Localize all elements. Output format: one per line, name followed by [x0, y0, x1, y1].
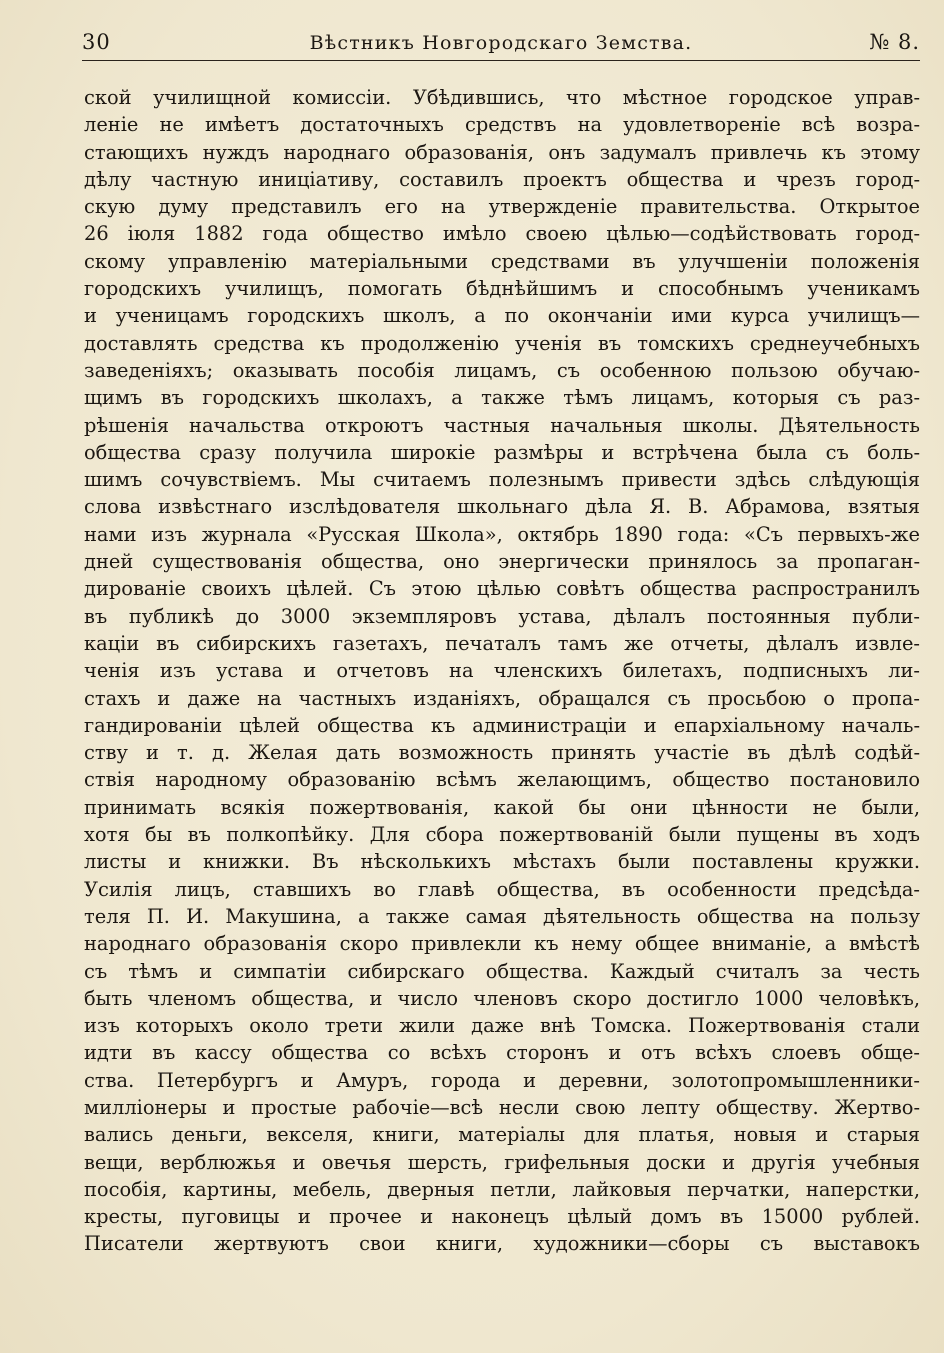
text-line: дѣлу частную иниціативу, составилъ проектъ общества и чрезъ город-: [84, 167, 920, 191]
text-line: идти въ кассу общества со всѣхъ сторонъ и отъ всѣхъ слоевъ обще-: [84, 1041, 920, 1065]
text-line: ченія изъ устава и отчетовъ на членскихъ билетахъ, подписныхъ ли-: [84, 659, 920, 683]
text-line: стающихъ нуждъ народнаго образованія, онъ задумалъ привлечь къ этому: [84, 140, 920, 164]
text-line: Усилія лицъ, ставшихъ во главѣ общества, въ особенности предсѣда-: [84, 877, 920, 901]
text-line: Писатели жертвуютъ свои книги, художники—сборы съ выставокъ: [84, 1232, 920, 1256]
text-line: шимъ сочувствіемъ. Мы считаемъ полезнымъ привести здѣсь слѣдующія: [84, 468, 920, 492]
text-line: быть членомъ общества, и число членовъ скоро достигло 1000 человѣкъ,: [84, 986, 920, 1010]
text-line: стахъ и даже на частныхъ изданіяхъ, обращался съ просьбою о пропа-: [84, 686, 920, 710]
page-number: 30: [82, 30, 111, 54]
text-line: скую думу представилъ его на утвержденіе правительства. Открытое: [84, 195, 920, 219]
text-line: съ тѣмъ и симпатіи сибирскаго общества. Каждый считалъ за честь: [84, 959, 920, 983]
journal-title: Вѣстникъ Новгородскаго Земства.: [309, 32, 693, 54]
text-line: гандированіи цѣлей общества къ администраціи и епархіальному началь-: [84, 713, 920, 737]
text-line: скому управленію матеріальными средствами въ улучшеніи положенія: [84, 249, 920, 273]
running-header: [82, 28, 920, 58]
text-line: нами изъ журнала «Русская Школа», октябрь 1890 года: «Съ первыхъ-же: [84, 522, 920, 546]
text-line: городскихъ училищъ, помогать бѣднѣйшимъ и способнымъ ученикамъ: [84, 277, 920, 301]
text-line: рѣшенія начальства откроютъ частныя начальныя школы. Дѣятельность: [84, 413, 920, 437]
text-line: дней существованія общества, оно энергически принялось за пропаган-: [84, 550, 920, 574]
body-text: [84, 84, 920, 1258]
text-line: щимъ въ городскихъ школахъ, а также тѣмъ лицамъ, которыя съ раз-: [84, 386, 920, 410]
text-line: вещи, верблюжья и овечья шерсть, грифельныя доски и другія учебныя: [84, 1150, 920, 1174]
text-line: въ публикѣ до 3000 экземпляровъ устава, дѣлалъ постоянныя публи-: [84, 604, 920, 628]
text-line: слова извѣстнаго изслѣдователя школьнаго дѣла Я. В. Абрамова, взятыя: [84, 495, 920, 519]
text-line: теля П. И. Макушина, а также самая дѣятельность общества на пользу: [84, 904, 920, 928]
issue-number: № 8.: [869, 30, 920, 54]
text-line: общества сразу получила широкіе размѣры и встрѣчена была съ боль-: [84, 440, 920, 464]
text-line: доставлять средства къ продолженію ученія въ томскихъ среднеучебныхъ: [84, 331, 920, 355]
text-line: ствія народному образованію всѣмъ желающимъ, общество постановило: [84, 768, 920, 792]
text-line: изъ которыхъ около трети жили даже внѣ Томска. Пожертвованія стали: [84, 1014, 920, 1038]
text-line: вались деньги, векселя, книги, матеріалы для платья, новыя и старыя: [84, 1123, 920, 1147]
text-line: хотя бы въ полкопѣйку. Для сбора пожертвованій были пущены въ ходъ: [84, 823, 920, 847]
text-line: и ученицамъ городскихъ школъ, а по окончаніи ими курса училищъ—: [84, 304, 920, 328]
text-line: каціи въ сибирскихъ газетахъ, печаталъ тамъ же отчеты, дѣлалъ извле-: [84, 631, 920, 655]
text-line: ской училищной комиссіи. Убѣдившись, что мѣстное городское управ-: [84, 86, 920, 109]
text-line: народнаго образованія скоро привлекли къ нему общее вниманіе, а вмѣстѣ: [84, 932, 920, 956]
text-line: дированіе своихъ цѣлей. Съ этою цѣлью совѣтъ общества распространилъ: [84, 577, 920, 601]
text-line: ству и т. д. Желая дать возможность принять участіе въ дѣлѣ содѣй-: [84, 741, 920, 765]
text-line: листы и книжки. Въ нѣсколькихъ мѣстахъ были поставлены кружки.: [84, 850, 920, 874]
text-line: пособія, картины, мебель, дверныя петли, лайковыя перчатки, наперстки,: [84, 1177, 920, 1201]
text-line: кресты, пуговицы и прочее и наконецъ цѣлый домъ въ 15000 рублей.: [84, 1205, 920, 1229]
text-line: 26 іюля 1882 года общество имѣло своею цѣлью—содѣйствовать город-: [84, 222, 920, 246]
text-line: милліонеры и простые рабочіе—всѣ несли свою лепту обществу. Жертво-: [84, 1095, 920, 1119]
header-rule: [82, 60, 920, 61]
text-line: принимать всякія пожертвованія, какой бы они цѣнности не были,: [84, 795, 920, 819]
text-line: заведеніяхъ; оказывать пособія лицамъ, съ особенною пользою обучаю-: [84, 358, 920, 382]
text-line: ства. Петербургъ и Амуръ, города и деревни, золотопромышленники-: [84, 1068, 920, 1092]
text-line: леніе не имѣетъ достаточныхъ средствъ на удовлетвореніе всѣ возра-: [84, 113, 920, 137]
